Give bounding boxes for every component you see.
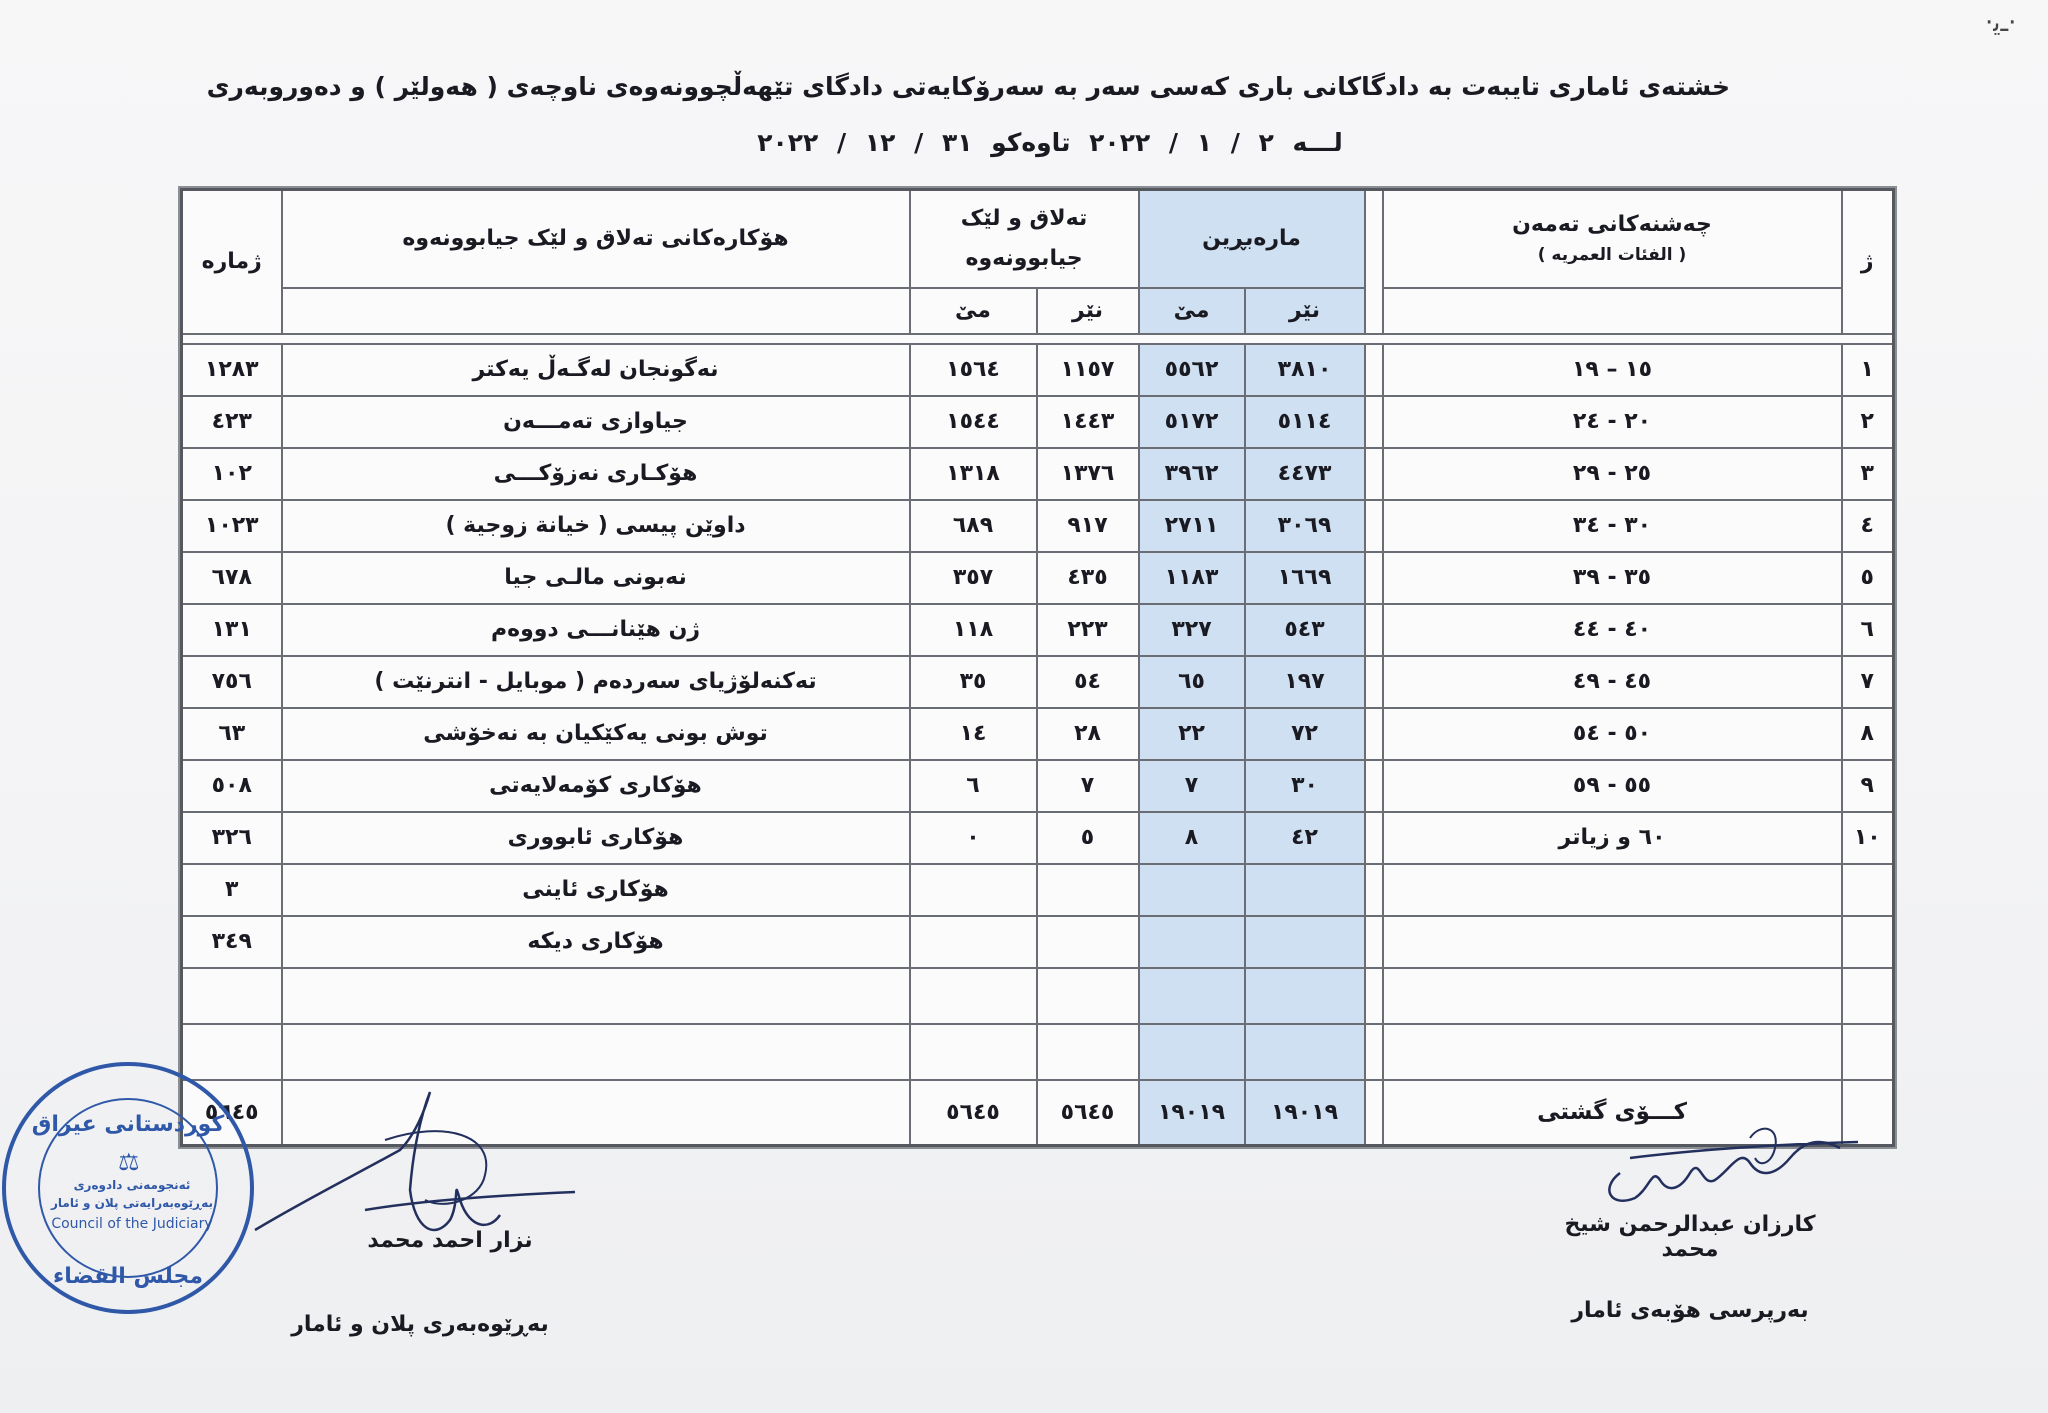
signature-right-icon <box>1590 1118 1870 1218</box>
row-number <box>1842 968 1894 1024</box>
row-count: ٣٢٦ <box>182 812 282 864</box>
row-divorce-male: ٥ <box>1037 812 1139 864</box>
row-divorce-female <box>910 1024 1037 1080</box>
row-number: ٥ <box>1842 552 1894 604</box>
date-range: لـــە ٢ / ١ / ٢٠٢٢ تاوەکو ٣١ / ١٢ / ٢٠٢٢ <box>757 128 1343 157</box>
row-marriage-female <box>1139 864 1245 916</box>
row-number: ٦ <box>1842 604 1894 656</box>
row-age-group: ٤٠ - ٤٤ <box>1383 604 1842 656</box>
row-marriage-male <box>1245 916 1365 968</box>
row-number: ١ <box>1842 344 1894 396</box>
row-number: ١٠ <box>1842 812 1894 864</box>
table-row <box>182 916 1894 968</box>
row-spacer <box>1365 604 1383 656</box>
table-row <box>182 396 1894 448</box>
row-spacer <box>1365 1024 1383 1080</box>
row-marriage-female: ٣٩٦٢ <box>1139 448 1245 500</box>
row-spacer <box>1365 760 1383 812</box>
row-divorce-female <box>910 968 1037 1024</box>
table-row <box>182 708 1894 760</box>
row-count: ٦٧٨ <box>182 552 282 604</box>
row-marriage-female <box>1139 1024 1245 1080</box>
total-divorce-male: ٥٦٤٥ <box>1037 1080 1139 1146</box>
row-count: ١٠٢٣ <box>182 500 282 552</box>
row-divorce-male <box>1037 968 1139 1024</box>
row-number: ٨ <box>1842 708 1894 760</box>
table-row <box>182 552 1894 604</box>
official-stamp <box>2 1062 254 1314</box>
row-marriage-female <box>1139 916 1245 968</box>
row-age-group: ٢٠ - ٢٤ <box>1383 396 1842 448</box>
header-divorce: تەلاق و لێک جیابوونەوە <box>910 190 1139 288</box>
row-marriage-female: ١١٨٣ <box>1139 552 1245 604</box>
row-reason: ژن هێنانـــی دووەم <box>282 604 910 656</box>
row-marriage-male: ٣٠ <box>1245 760 1365 812</box>
row-spacer <box>1365 864 1383 916</box>
row-number: ٧ <box>1842 656 1894 708</box>
header-age-groups-ar: ( الفئات العمريه ) <box>1537 245 1687 266</box>
row-reason: هۆکاری ئابووری <box>282 812 910 864</box>
row-spacer <box>1365 916 1383 968</box>
row-number: ٤ <box>1842 500 1894 552</box>
total-label: كـــۆی گشتی <box>1383 1080 1842 1146</box>
row-marriage-male: ٥١١٤ <box>1245 396 1365 448</box>
row-reason: هۆکـاری نەزۆکـــی <box>282 448 910 500</box>
row-age-group <box>1383 1024 1842 1080</box>
header-divorce-female: مێ <box>910 288 1037 334</box>
row-divorce-female: ١٤ <box>910 708 1037 760</box>
header-marriage-female: مێ <box>1139 288 1245 334</box>
row-reason: هۆکاری کۆمەلایەتی <box>282 760 910 812</box>
row-number: ٣ <box>1842 448 1894 500</box>
row-spacer <box>1365 448 1383 500</box>
table-row <box>182 500 1894 552</box>
row-spacer <box>1365 552 1383 604</box>
row-divorce-female: ٦٨٩ <box>910 500 1037 552</box>
row-count: ٦٣ <box>182 708 282 760</box>
row-count: ١٢٨٣ <box>182 344 282 396</box>
row-number <box>1842 864 1894 916</box>
row-age-group: ٥٥ - ٥٩ <box>1383 760 1842 812</box>
row-count <box>182 1024 282 1080</box>
row-divorce-male: ٥٤ <box>1037 656 1139 708</box>
stamp-line1: ئەنجومەنی دادوەری <box>73 1178 191 1192</box>
row-reason: هۆکاری دیکە <box>282 916 910 968</box>
row-reason: جیاوازی تەمـــەن <box>282 396 910 448</box>
table-row <box>182 448 1894 500</box>
corner-mark: ·ـﯾ· <box>1985 8 2017 38</box>
row-spacer <box>1365 968 1383 1024</box>
row-marriage-female: ٦٥ <box>1139 656 1245 708</box>
row-divorce-female: ١٥٦٤ <box>910 344 1037 396</box>
total-count: ٥٦٤٥ <box>182 1080 282 1146</box>
header-age-groups <box>1383 190 1842 288</box>
total-divorce-female: ٥٦٤٥ <box>910 1080 1037 1146</box>
row-divorce-male: ١١٥٧ <box>1037 344 1139 396</box>
row-divorce-female <box>910 864 1037 916</box>
signer-left-title: بەڕێوەبەری پلان و ئامار <box>291 1312 549 1337</box>
row-divorce-male: ٢٢٣ <box>1037 604 1139 656</box>
row-number: ٢ <box>1842 396 1894 448</box>
row-reason: توش بونی یەکێکیان بە نەخۆشی <box>282 708 910 760</box>
row-age-group <box>1383 968 1842 1024</box>
row-divorce-male <box>1037 1024 1139 1080</box>
stamp-top-text: کوردستانی عیراق <box>31 1112 225 1137</box>
row-count: ٥٠٨ <box>182 760 282 812</box>
table-row <box>182 1024 1894 1080</box>
row-marriage-male <box>1245 864 1365 916</box>
row-divorce-female <box>910 916 1037 968</box>
row-age-group <box>1383 916 1842 968</box>
row-divorce-male: ٤٣٥ <box>1037 552 1139 604</box>
row-divorce-female: ١٥٤٤ <box>910 396 1037 448</box>
row-marriage-male: ٤٢ <box>1245 812 1365 864</box>
row-divorce-male: ١٣٧٦ <box>1037 448 1139 500</box>
scales-of-justice-icon: ⚖ <box>118 1148 140 1176</box>
row-divorce-female: ٣٥ <box>910 656 1037 708</box>
row-divorce-female: ٦ <box>910 760 1037 812</box>
header-reasons: هۆکارەکانی تەلاق و لێک جیابوونەوە <box>282 190 910 288</box>
signer-right-title: بەرپرسی هۆبەی ئامار <box>1571 1298 1809 1323</box>
row-divorce-male: ٧ <box>1037 760 1139 812</box>
table-row <box>182 760 1894 812</box>
row-spacer <box>1365 396 1383 448</box>
row-marriage-female: ٨ <box>1139 812 1245 864</box>
row-reason <box>282 1024 910 1080</box>
total-marriage-female: ١٩٠١٩ <box>1139 1080 1245 1146</box>
header-spacer <box>1365 190 1383 334</box>
row-age-group: ٣٠ - ٣٤ <box>1383 500 1842 552</box>
row-marriage-male: ٣٨١٠ <box>1245 344 1365 396</box>
row-reason: تەکنەلۆژیای سەردەم ( موبایل - انترنێت ) <box>282 656 910 708</box>
header-no: ژ <box>1842 190 1894 334</box>
row-marriage-female: ٧ <box>1139 760 1245 812</box>
row-age-group: ٤٥ - ٤٩ <box>1383 656 1842 708</box>
row-marriage-female <box>1139 968 1245 1024</box>
row-marriage-female: ٣٢٧ <box>1139 604 1245 656</box>
header-separator <box>182 334 1894 344</box>
stamp-bottom-text: مجلس القضاء <box>52 1264 204 1289</box>
row-count: ٣ <box>182 864 282 916</box>
row-spacer <box>1365 812 1383 864</box>
row-spacer <box>1365 708 1383 760</box>
row-spacer <box>1365 344 1383 396</box>
row-marriage-female: ٥١٧٢ <box>1139 396 1245 448</box>
row-age-group <box>1383 864 1842 916</box>
row-number: ٩ <box>1842 760 1894 812</box>
row-count: ٤٢٣ <box>182 396 282 448</box>
row-marriage-male <box>1245 1024 1365 1080</box>
row-divorce-male <box>1037 916 1139 968</box>
table-row <box>182 656 1894 708</box>
row-divorce-female: ٣٥٧ <box>910 552 1037 604</box>
row-marriage-male: ٣٠٦٩ <box>1245 500 1365 552</box>
row-count: ١٠٢ <box>182 448 282 500</box>
row-divorce-female: ١١٨ <box>910 604 1037 656</box>
row-number <box>1842 916 1894 968</box>
row-count: ٧٥٦ <box>182 656 282 708</box>
row-reason: هۆکاری ئاینی <box>282 864 910 916</box>
row-spacer <box>1365 500 1383 552</box>
header-marriage-male: نێر <box>1245 288 1365 334</box>
row-marriage-male: ٥٤٣ <box>1245 604 1365 656</box>
row-marriage-female: ٢٧١١ <box>1139 500 1245 552</box>
row-age-group: ٦٠ و زیاتر <box>1383 812 1842 864</box>
stamp-line2: بەڕێوەبەرایەتی پلان و ئامار <box>50 1196 213 1210</box>
table-body <box>182 344 1894 1080</box>
row-divorce-male <box>1037 864 1139 916</box>
total-spacer <box>1365 1080 1383 1146</box>
row-reason: نەگونجان لەگـەڵ یەکتر <box>282 344 910 396</box>
row-number <box>1842 1024 1894 1080</box>
row-marriage-male: ٧٢ <box>1245 708 1365 760</box>
signer-right-name: کارزان عبدالرحمن شیخ محمد <box>1564 1212 1816 1262</box>
row-age-group: ٢٥ - ٢٩ <box>1383 448 1842 500</box>
row-marriage-male: ١٩٧ <box>1245 656 1365 708</box>
signer-left-name: نزار احمد محمد <box>367 1228 533 1253</box>
row-divorce-male: ٢٨ <box>1037 708 1139 760</box>
stamp-english: Council of the Judiciary <box>51 1216 213 1232</box>
header-reasons-blank <box>282 288 910 334</box>
total-marriage-male: ١٩٠١٩ <box>1245 1080 1365 1146</box>
header-count: ژمارە <box>182 190 282 334</box>
row-reason: داوێن پیسی ( خيانة زوجية ) <box>282 500 910 552</box>
row-age-group: ١٥ – ١٩ <box>1383 344 1842 396</box>
document-title: خشتەی ئاماری تایبەت بە دادگاکانی باری کەسی سەر بە سەرۆکایەتی دادگای تێهەڵچوونەوەی ناوچەی ( هەولێر ) و دەوروبەری <box>206 72 1730 101</box>
header-age-groups-ku: چەشنەکانی تەمەن <box>1512 212 1712 238</box>
table-row <box>182 968 1894 1024</box>
row-marriage-male: ٤٤٧٣ <box>1245 448 1365 500</box>
row-count: ٣٤٩ <box>182 916 282 968</box>
row-reason <box>282 968 910 1024</box>
table-row <box>182 344 1894 396</box>
row-marriage-male: ١٦٦٩ <box>1245 552 1365 604</box>
row-divorce-female: ١٣١٨ <box>910 448 1037 500</box>
table-row <box>182 864 1894 916</box>
header-divorce-male: نێر <box>1037 288 1139 334</box>
row-reason: نەبونی مالـی جیا <box>282 552 910 604</box>
statistics-table <box>180 188 1895 1147</box>
row-age-group: ٥٠ - ٥٤ <box>1383 708 1842 760</box>
row-marriage-male <box>1245 968 1365 1024</box>
header-age-blank <box>1383 288 1842 334</box>
row-count <box>182 968 282 1024</box>
row-age-group: ٣٥ - ٣٩ <box>1383 552 1842 604</box>
table-row <box>182 812 1894 864</box>
row-count: ١٣١ <box>182 604 282 656</box>
row-marriage-female: ٥٥٦٢ <box>1139 344 1245 396</box>
header-marriage: مارەبڕین <box>1139 190 1365 288</box>
row-divorce-male: ٩١٧ <box>1037 500 1139 552</box>
row-marriage-female: ٢٢ <box>1139 708 1245 760</box>
row-spacer <box>1365 656 1383 708</box>
table-row <box>182 604 1894 656</box>
row-divorce-female: ٠ <box>910 812 1037 864</box>
row-divorce-male: ١٤٤٣ <box>1037 396 1139 448</box>
